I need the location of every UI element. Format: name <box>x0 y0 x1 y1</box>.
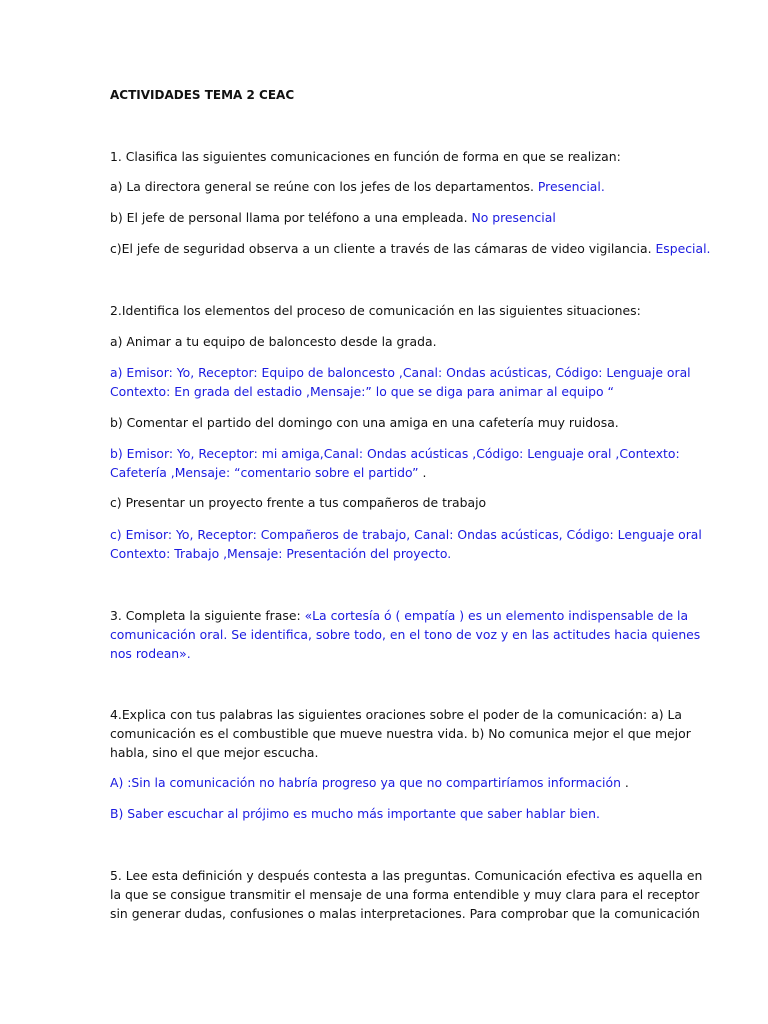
q1-item-a-answer: Presencial. <box>537 179 605 194</box>
q2-item-c-text: c) Presentar un proyecto frente a tus compañeros de trabajo <box>110 495 487 510</box>
q4-line-3: habla, sino el que mejor escucha. <box>110 745 319 760</box>
q3-prefix: 3. Completa la siguiente frase: <box>110 608 305 623</box>
q4-question <box>110 705 691 762</box>
q1-item-a-text: a) La directora general se reúne con los jefes de los departamentos. <box>110 179 538 194</box>
q3-block <box>110 606 701 663</box>
q2-item-a-answer-line-1: a) Emisor: Yo, Receptor: Equipo de baloncesto ,Canal: Ondas acústicas, Código: Lenguaje oral <box>110 365 691 380</box>
q2-item-c-answer <box>110 525 702 563</box>
q2-item-c-answer-line-2: Contexto: Trabajo ,Mensaje: Presentación del proyecto. <box>110 546 452 561</box>
q5-line-2: la que se consigue transmitir el mensaje de una forma entendible y muy clara para el receptor <box>110 887 700 902</box>
q4-line-1: 4.Explica con tus palabras las siguientes oraciones sobre el poder de la comunicación: a) La <box>110 707 682 722</box>
q1-item-c-text: c)El jefe de seguridad observa a un cliente a través de las cámaras de video vigilancia. <box>110 241 656 256</box>
q4-answer-a-text: A) :Sin la comunicación no habría progreso ya que no compartiríamos información <box>110 775 625 790</box>
q5-line-1: 5. Lee esta definición y después contesta a las preguntas. Comunicación efectiva es aquella en <box>110 868 703 883</box>
q3-answer-line-2: comunicación oral. Se identifica, sobre todo, en el tono de voz y en las actitudes hacia quienes <box>110 627 701 642</box>
q2-item-b-answer <box>110 444 680 482</box>
q5-line-3: sin generar dudas, confusiones o malas interpretaciones. Para comprobar que la comunicación <box>110 906 700 921</box>
q4-answer-b: B) Saber escuchar al prójimo es mucho más importante que saber hablar bien. <box>110 806 600 821</box>
q2-item-b-text: b) Comentar el partido del domingo con una amiga en una cafetería muy ruidosa. <box>110 415 619 430</box>
q2-question: 2.Identifica los elementos del proceso de comunicación en las siguientes situaciones: <box>110 303 641 318</box>
q1-item-b-text: b) El jefe de personal llama por teléfono a una empleada. <box>110 210 472 225</box>
q2-item-c-answer-line-1: c) Emisor: Yo, Receptor: Compañeros de trabajo, Canal: Ondas acústicas, Código: Lenguaje oral <box>110 527 702 542</box>
q4-answer-a <box>110 773 670 792</box>
q1-item-b <box>110 208 670 227</box>
q2-item-b-answer-line-2 <box>110 463 670 482</box>
q2-item-b-answer-line-1: b) Emisor: Yo, Receptor: mi amiga,Canal: Ondas acústicas ,Código: Lenguaje oral ,Contexto: <box>110 446 680 461</box>
q5-text <box>110 866 703 923</box>
q2-item-a-answer <box>110 363 691 401</box>
q3-answer-line-1: «La cortesía ó ( empatía ) es un elemento indispensable de la <box>304 608 689 623</box>
q4-answer-a-period: . <box>624 775 629 790</box>
q2-item-a-text: a) Animar a tu equipo de baloncesto desde la grada. <box>110 334 437 349</box>
q2-item-b-answer-period: . <box>422 465 427 480</box>
q3-line-1 <box>110 606 689 625</box>
q1-item-c <box>110 239 711 258</box>
q4-line-2: comunicación es el combustible que mueve nuestra vida. b) No comunica mejor el que mejor <box>110 726 691 741</box>
q1-question: 1. Clasifica las siguientes comunicaciones en función de forma en que se realizan: <box>110 149 621 164</box>
q2-item-b-answer-line-2-text: Cafetería ,Mensaje: “comentario sobre el partido” <box>110 465 423 480</box>
q1-item-c-answer: Especial. <box>655 241 711 256</box>
q1-item-a <box>110 177 670 196</box>
document-title: ACTIVIDADES TEMA 2 CEAC <box>110 88 295 102</box>
q2-item-a-answer-line-2: Contexto: En grada del estadio ,Mensaje:” lo que se diga para animar al equipo “ <box>110 384 614 399</box>
q1-item-b-answer: No presencial <box>471 210 556 225</box>
q3-answer-line-3: nos rodean». <box>110 646 191 661</box>
